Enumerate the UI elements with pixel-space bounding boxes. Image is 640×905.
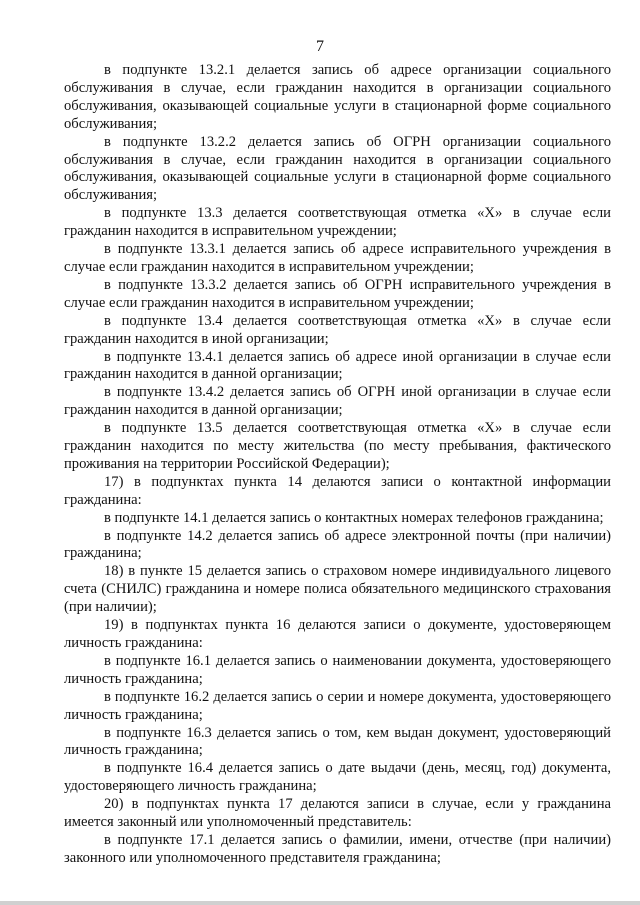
paragraph: в подпункте 13.2.1 делается запись об адресе организации социального обслуживания в случае, если гражданин находится в организации социального обслуживания, оказывающей социальные услуги в стационарной форме социального обслуживания;: [64, 62, 611, 132]
paragraph: в подпункте 16.3 делается запись о том, кем выдан документ, удостоверяющий личность гражданина;: [64, 724, 611, 759]
paragraph: в подпункте 16.2 делается запись о серии и номере документа, удостоверяющего личность гражданина;: [64, 688, 611, 723]
paragraph: в подпункте 13.2.2 делается запись об ОГРН организации социального обслуживания в случае, если гражданин находится в организации социального обслуживания, оказывающей социальные услуги в стационарной форме социального обслуживания;: [64, 133, 611, 204]
paragraph: в подпункте 13.3.1 делается запись об адресе исправительного учреждения в случае если гражданин находится в исправительном учреждении;: [64, 241, 611, 275]
paragraph: в подпункте 13.3.2 делается запись об ОГРН исправительного учреждения в случае если гражданин находится в исправительном учреждении;: [64, 276, 611, 311]
paragraph: в подпункте 13.3 делается соответствующая отметка «Х» в случае если гражданин находится в исправительном учреждении;: [64, 205, 611, 240]
paragraph: в подпункте 17.1 делается запись о фамилии, имени, отчестве (при наличии) законного или уполномоченного представителя гражданина;: [64, 831, 611, 866]
page-bottom-edge: [0, 901, 640, 905]
document-body: [64, 62, 611, 868]
paragraph: 18) в пункте 15 делается запись о страховом номере индивидуального лицевого счета (СНИЛС) гражданина и номере полиса обязательного медицинского страхования (при наличии);: [64, 563, 611, 616]
page-number: 7: [316, 38, 324, 55]
paragraph: в подпункте 16.1 делается запись о наименовании документа, удостоверяющего личность гражданина;: [64, 652, 611, 687]
paragraph: 20) в подпунктах пункта 17 делаются записи в случае, если у гражданина имеется законный или уполномоченный представитель:: [64, 796, 611, 831]
paragraph: в подпункте 13.5 делается соответствующая отметка «Х» в случае если гражданин находится по месту жительства (по месту пребывания, фактического проживания на территории Российской Федерации);: [64, 420, 611, 472]
paragraph: в подпункте 16.4 делается запись о дате выдачи (день, месяц, год) документа, удостоверяющего личность гражданина;: [64, 760, 611, 795]
paragraph: в подпункте 14.2 делается запись об адресе электронной почты (при наличии) гражданина;: [64, 527, 611, 562]
paragraph: в подпункте 13.4 делается соответствующая отметка «Х» в случае если гражданин находится в иной организации;: [64, 312, 611, 347]
paragraph: в подпункте 14.1 делается запись о контактных номерах телефонов гражданина;: [104, 509, 604, 526]
paragraph: 17) в подпунктах пункта 14 делаются записи о контактной информации гражданина:: [64, 473, 611, 508]
paragraph: в подпункте 13.4.2 делается запись об ОГРН иной организации в случае если гражданин находится в данной организации;: [64, 384, 611, 419]
paragraph: в подпункте 13.4.1 делается запись об адресе иной организации в случае если гражданин находится в данной организации;: [64, 348, 611, 383]
paragraph: 19) в подпунктах пункта 16 делаются записи о документе, удостоверяющем личность гражданина:: [64, 617, 611, 651]
